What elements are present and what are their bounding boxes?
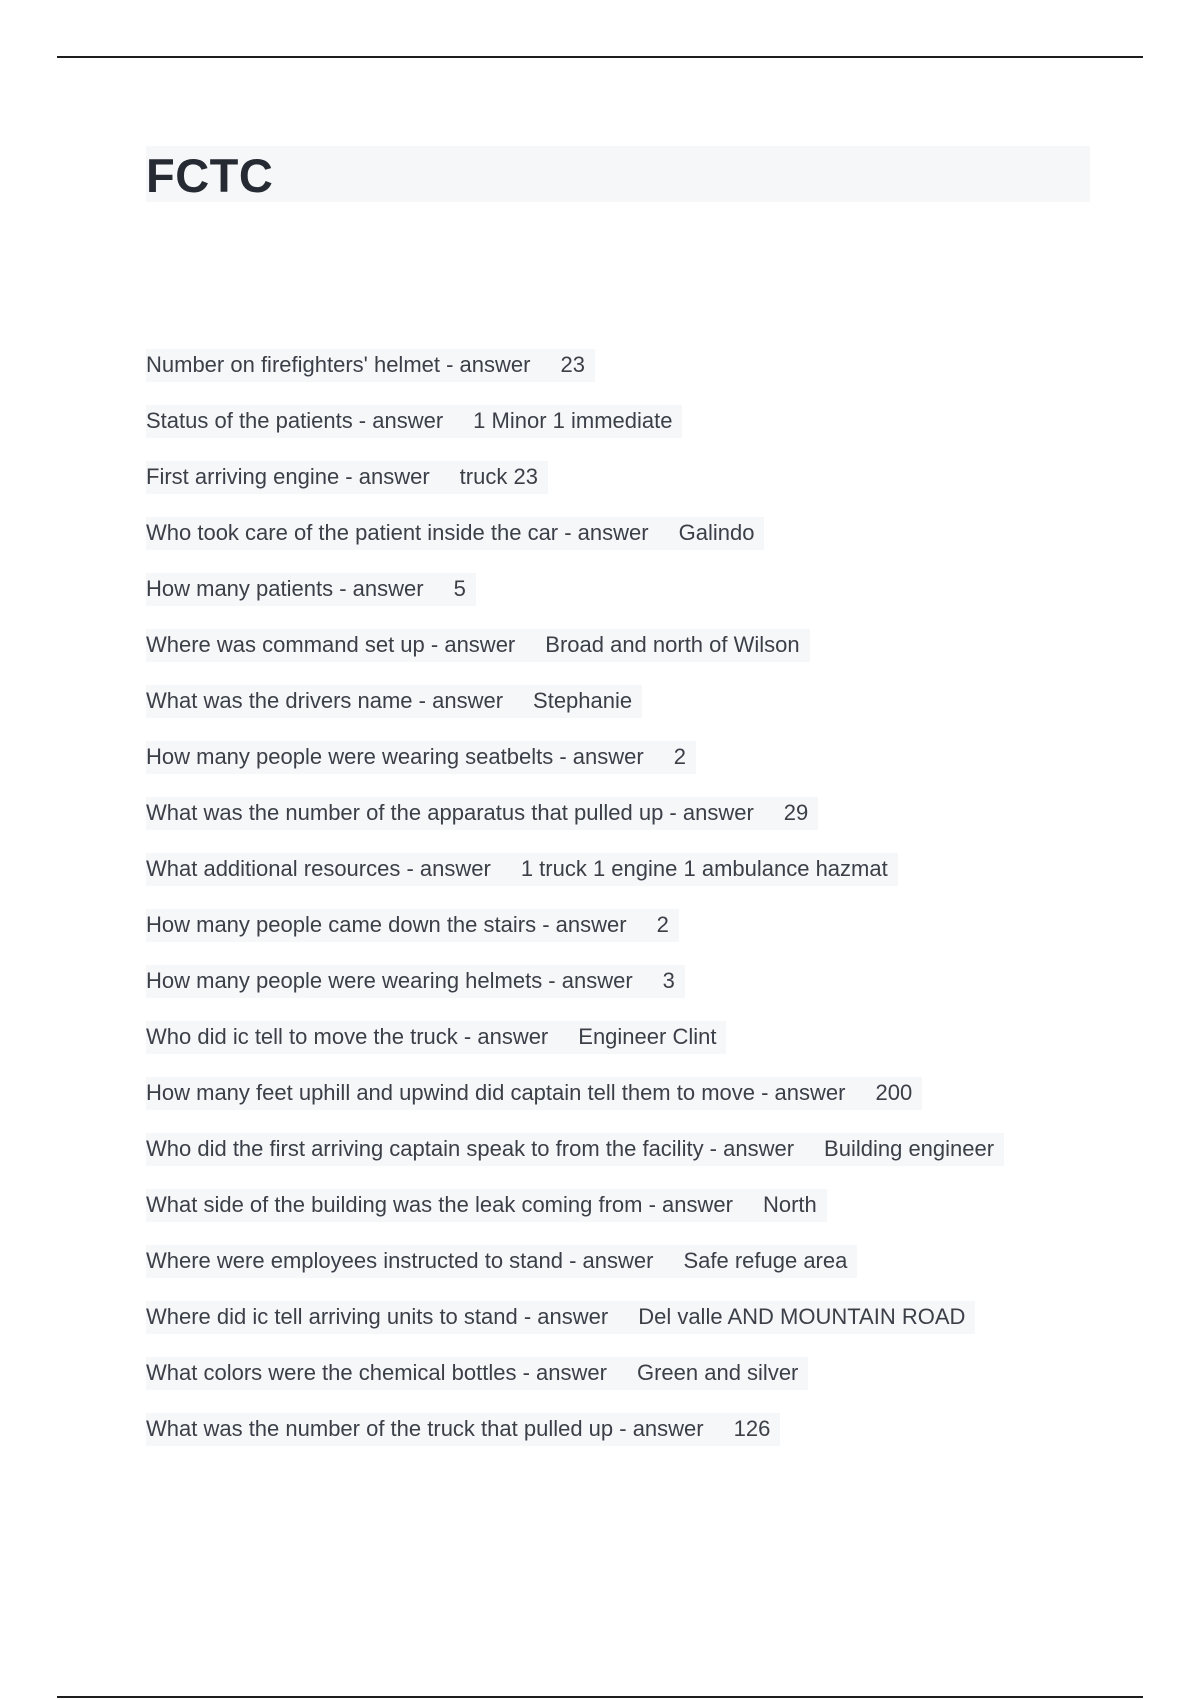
qa-list — [146, 337, 1106, 1457]
qa-question: Number on firefighters' helmet - answer — [146, 352, 531, 377]
qa-question: Where were employees instructed to stand - answer — [146, 1248, 654, 1273]
top-rule — [57, 56, 1143, 58]
qa-answer: 23 — [560, 352, 585, 377]
qa-answer: Building engineer — [824, 1136, 995, 1161]
qa-answer: truck 23 — [459, 464, 538, 489]
qa-question: First arriving engine - answer — [146, 464, 430, 489]
qa-item — [146, 1065, 1106, 1121]
qa-answer: Engineer Clint — [578, 1024, 717, 1049]
qa-item — [146, 561, 1106, 617]
bottom-rule — [57, 1696, 1143, 1698]
qa-item — [146, 785, 1106, 841]
qa-answer: 3 — [662, 968, 675, 993]
qa-item — [146, 897, 1106, 953]
qa-question: Where did ic tell arriving units to stand - answer — [146, 1304, 609, 1329]
qa-item — [146, 953, 1106, 1009]
qa-answer: Safe refuge area — [683, 1248, 848, 1273]
qa-answer: Galindo — [678, 520, 755, 545]
qa-answer: 1 Minor 1 immediate — [473, 408, 673, 433]
qa-answer: 1 truck 1 engine 1 ambulance hazmat — [520, 856, 888, 881]
qa-answer: 5 — [453, 576, 466, 601]
qa-question: Status of the patients - answer — [146, 408, 444, 433]
qa-answer: Green and silver — [636, 1360, 799, 1385]
qa-item — [146, 1401, 1106, 1457]
qa-question: What side of the building was the leak coming from - answer — [146, 1192, 733, 1217]
qa-answer: 126 — [733, 1416, 771, 1441]
qa-question: What was the drivers name - answer — [146, 688, 504, 713]
qa-item — [146, 617, 1106, 673]
qa-item — [146, 337, 1106, 393]
qa-item — [146, 505, 1106, 561]
qa-item — [146, 1289, 1106, 1345]
qa-question: Who did ic tell to move the truck - answer — [146, 1024, 549, 1049]
qa-item — [146, 1121, 1106, 1177]
qa-question: How many people came down the stairs - answer — [146, 912, 627, 937]
title-band — [146, 146, 1090, 202]
qa-item — [146, 673, 1106, 729]
qa-question: What was the number of the truck that pulled up - answer — [146, 1416, 704, 1441]
qa-item — [146, 729, 1106, 785]
qa-question: Who took care of the patient inside the car - answer — [146, 520, 649, 545]
qa-answer: 200 — [875, 1080, 913, 1105]
qa-question: What additional resources - answer — [146, 856, 491, 881]
qa-answer: 2 — [656, 912, 669, 937]
qa-question: How many people were wearing helmets - answer — [146, 968, 633, 993]
qa-answer: Del valle AND MOUNTAIN ROAD — [638, 1304, 966, 1329]
qa-item — [146, 1177, 1106, 1233]
qa-question: Who did the first arriving captain speak to from the facility - answer — [146, 1136, 795, 1161]
qa-question: How many feet uphill and upwind did captain tell them to move - answer — [146, 1080, 846, 1105]
qa-item — [146, 1345, 1106, 1401]
qa-item — [146, 393, 1106, 449]
qa-answer: Stephanie — [533, 688, 633, 713]
qa-question: Where was command set up - answer — [146, 632, 516, 657]
qa-question: How many patients - answer — [146, 576, 424, 601]
qa-item — [146, 841, 1106, 897]
qa-question: What was the number of the apparatus that pulled up - answer — [146, 800, 754, 825]
qa-answer: 29 — [783, 800, 809, 825]
qa-item — [146, 1009, 1106, 1065]
qa-answer: 2 — [673, 744, 686, 769]
page-title: FCTC — [146, 148, 274, 202]
qa-item — [146, 449, 1106, 505]
qa-question: What colors were the chemical bottles - answer — [146, 1360, 607, 1385]
qa-question: How many people were wearing seatbelts - answer — [146, 744, 644, 769]
qa-item — [146, 1233, 1106, 1289]
qa-answer: Broad and north of Wilson — [545, 632, 800, 657]
qa-answer: North — [762, 1192, 817, 1217]
